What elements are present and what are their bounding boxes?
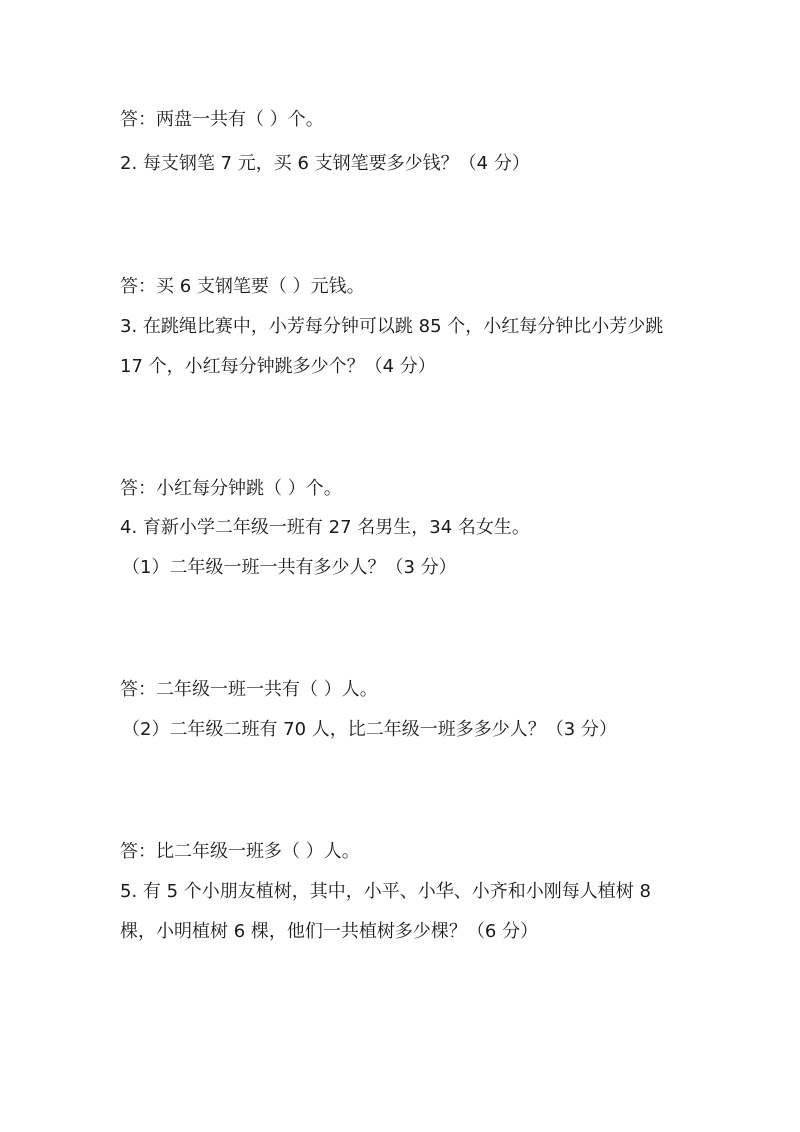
question-3-line-1: 3. 在跳绳比赛中，小芳每分钟可以跳 85 个，小红每分钟比小芳少跳 [120, 316, 664, 337]
question-5-line-1: 5. 有 5 个小朋友植树，其中，小平、小华、小齐和小刚每人植树 8 [120, 881, 651, 902]
answer-line-q4-part-1: 答：二年级一班一共有（ ）人。 [120, 679, 378, 700]
question-4-part-1: （1）二年级一班一共有多少人？（3 分） [122, 557, 457, 578]
answer-line-q3: 答：小红每分钟跳（ ）个。 [120, 478, 342, 499]
answer-line-q2: 答：买 6 支钢笔要（ ）元钱。 [120, 276, 365, 297]
question-4-part-2: （2）二年级二班有 70 人，比二年级一班多多少人？（3 分） [122, 719, 617, 740]
question-3-line-2: 17 个，小红每分钟跳多少个？（4 分） [120, 356, 436, 377]
question-5-line-2: 棵，小明植树 6 棵，他们一共植树多少棵？（6 分） [120, 921, 539, 942]
answer-line-q1: 答：两盘一共有（ ）个。 [120, 109, 324, 130]
answer-line-q4-part-2: 答：比二年级一班多（ ）人。 [120, 841, 360, 862]
question-2: 2. 每支钢笔 7 元，买 6 支钢笔要多少钱？（4 分） [120, 153, 530, 174]
question-4: 4. 育新小学二年级一班有 27 名男生，34 名女生。 [120, 517, 530, 538]
